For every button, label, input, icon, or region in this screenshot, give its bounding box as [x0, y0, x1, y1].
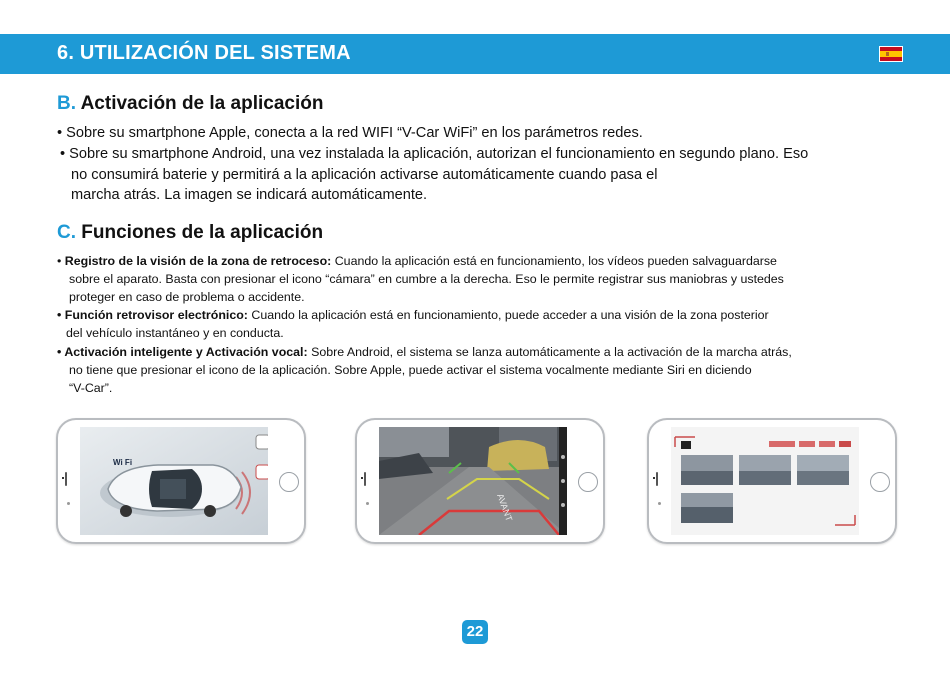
car-illustration	[80, 427, 268, 535]
feature-recording	[57, 252, 907, 306]
feature-mirror-label: • Función retrovisor electrónico:	[57, 308, 248, 322]
phone-camera	[67, 502, 70, 505]
phone-wifi-screen	[56, 418, 306, 544]
phone-rearview-screen	[355, 418, 605, 544]
phone-home-button	[578, 472, 598, 492]
wifi-label-group	[113, 458, 132, 467]
section-b-title-text: Activación de la aplicación	[80, 93, 324, 114]
phone-camera	[658, 502, 661, 505]
feature-activation	[57, 343, 907, 397]
phone-speaker	[364, 472, 366, 486]
feature-activation-line-1: Sobre Android, el sistema se lanza automáticamente a la activación de la marcha atrás,	[307, 345, 792, 359]
feature-mirror	[57, 306, 907, 342]
page-number: 22	[462, 620, 488, 644]
section-c-title-text: Funciones de la aplicación	[81, 222, 324, 243]
phone-home-button	[279, 472, 299, 492]
feature-activation-line-2: no tiene que presionar el icono de la aplicación. Sobre Apple, puede activar el sistema vocalmente mediante Siri en diciendo	[69, 363, 752, 377]
feature-recording-line-2: sobre el aparato. Basta con presionar el icono “cámara” en cumbre a la derecha. Eso le permite registrar sus maniobras y ustedes	[69, 272, 784, 286]
android-line-2: no consumirá baterie y permitirá a la aplicación activarse automáticamente cuando pasa el	[71, 166, 658, 183]
section-c-title	[57, 222, 323, 244]
phone-camera	[366, 502, 369, 505]
video-gallery-screen	[671, 427, 859, 535]
phone-home-button	[870, 472, 890, 492]
feature-recording-line-3: proteger en caso de problema o accidente.	[69, 290, 305, 304]
feature-recording-line-1: Cuando la aplicación está en funcionamiento, los vídeos pueden salvaguardarse	[331, 254, 777, 268]
android-line-1: • Sobre su smartphone Android, una vez instalada la aplicación, autorizan el funcionamiento en segundo plano. Eso	[60, 146, 809, 162]
feature-mirror-line-1: Cuando la aplicación está en funcionamiento, puede acceder a una visión de la zona posterior	[247, 308, 769, 322]
wifi-car-screen	[80, 427, 268, 535]
feature-activation-label: • Activación inteligente y Activación vocal:	[57, 345, 308, 359]
section-c-letter: C.	[57, 222, 76, 243]
rear-camera-view	[379, 427, 567, 535]
header-bar	[0, 34, 950, 74]
feature-recording-bullet: •	[57, 254, 62, 268]
phone-sensor	[361, 477, 363, 479]
feature-mirror-line-2: del vehículo instantáneo y en conducta.	[66, 326, 284, 340]
android-line-3: marcha atrás. La imagen se indicará automáticamente.	[71, 187, 428, 203]
section-heading: 6. UTILIZACIÓN DEL SISTEMA	[57, 42, 351, 64]
section-b-bullet-android	[60, 144, 910, 206]
phone-gallery-screen	[647, 418, 897, 544]
gallery-view	[671, 427, 859, 535]
section-b-title	[57, 93, 323, 115]
feature-recording-label: Registro de la visión de la zona de retroceso:	[64, 254, 332, 268]
phone-sensor	[653, 477, 655, 479]
phone-sensor	[62, 477, 64, 479]
phone-speaker	[65, 472, 67, 486]
rear-camera-screen	[379, 427, 567, 535]
section-b-bullet-apple: • Sobre su smartphone Apple, conecta a la red WIFI “V-Car WiFi” en los parámetros redes.	[57, 125, 643, 141]
wifi-label: Wi Fi	[113, 458, 133, 467]
road-marking-text: AVANT	[495, 492, 515, 523]
section-b-letter: B.	[57, 93, 76, 114]
feature-activation-line-3: “V-Car”.	[69, 381, 113, 395]
spain-flag-icon	[879, 46, 903, 62]
phone-speaker	[656, 472, 658, 486]
